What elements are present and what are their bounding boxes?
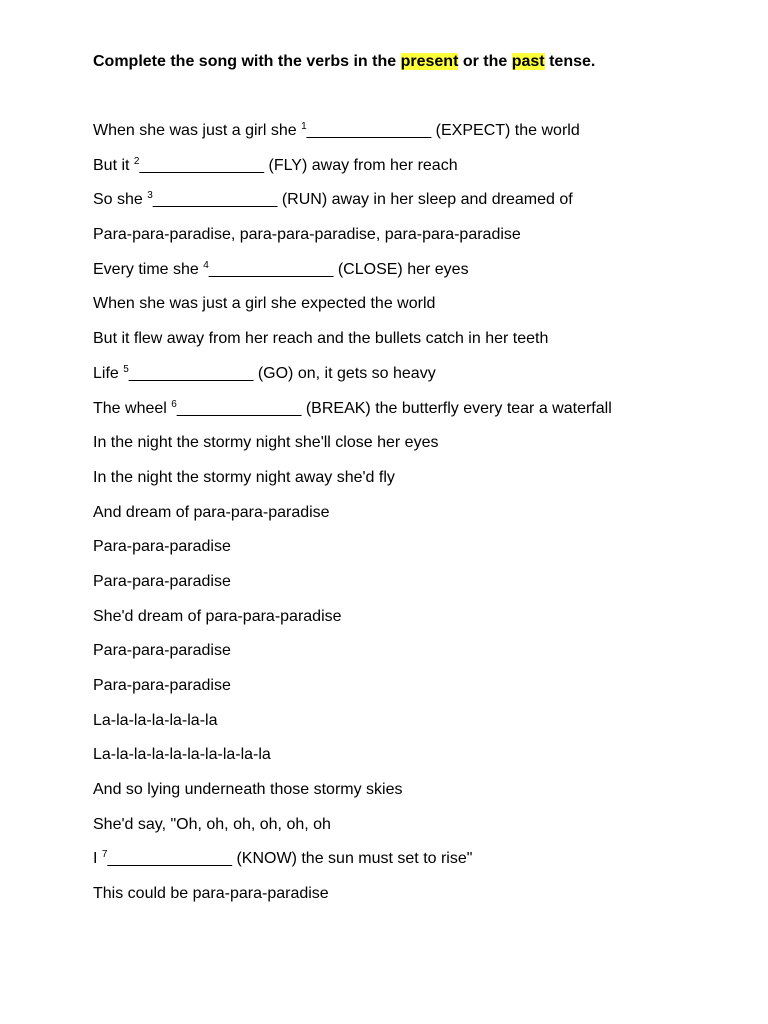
lyric-text-after: (KNOW) the sun must set to rise" (232, 850, 473, 868)
lyric-line (93, 503, 612, 538)
lyric-line (93, 329, 612, 364)
lyric-line (93, 641, 612, 676)
gap-number: 3 (147, 190, 153, 202)
lyric-text: She'd say, "Oh, oh, oh, oh, oh, oh (93, 815, 331, 833)
lyric-text-after: (FLY) away from her reach (264, 156, 458, 174)
gap-number: 5 (123, 363, 129, 375)
instruction-heading (93, 52, 595, 72)
lyric-text: The wheel (93, 399, 172, 417)
answer-blank[interactable]: ______________ (306, 122, 432, 139)
lyric-text: In the night the stormy night away she'd fly (93, 468, 395, 486)
lyric-text-after: (BREAK) the butterfly every tear a waterfall (301, 399, 612, 417)
lyric-lines (93, 121, 612, 919)
lyric-text-after: (EXPECT) the world (431, 122, 580, 139)
highlight-present: present (400, 53, 459, 70)
lyric-line (93, 156, 612, 191)
instruction-text-3: tense. (544, 53, 596, 70)
gap-number: 6 (171, 398, 177, 410)
lyric-line (93, 815, 612, 850)
lyric-text: In the night the stormy night she'll close her eyes (93, 434, 439, 452)
lyric-text: This could be para-para-paradise (93, 885, 329, 903)
lyric-text: Para-para-paradise (93, 677, 231, 694)
lyric-line (93, 537, 612, 572)
gap-number: 1 (301, 121, 307, 132)
lyric-text: When she was just a girl she (93, 122, 302, 139)
lyric-line (93, 433, 612, 468)
answer-blank[interactable]: ______________ (128, 364, 254, 382)
answer-blank[interactable]: ______________ (176, 399, 302, 417)
gap-number: 7 (101, 849, 108, 861)
lyric-line (93, 780, 612, 815)
lyric-line (93, 884, 612, 919)
lyric-line (93, 607, 612, 642)
gap-number: 4 (203, 259, 209, 271)
lyric-text: But it (93, 156, 134, 174)
answer-blank[interactable]: ______________ (139, 156, 265, 174)
lyric-line (93, 190, 612, 225)
lyric-line (93, 121, 612, 156)
lyric-text: Every time she (93, 260, 204, 278)
lyric-line (93, 364, 612, 399)
lyric-line (93, 399, 612, 434)
gap-number: 2 (133, 155, 140, 167)
lyric-text: Para-para-paradise (93, 572, 231, 590)
highlight-past: past (511, 53, 545, 70)
lyric-text: I (93, 850, 102, 868)
lyric-text: She'd dream of para-para-paradise (93, 607, 342, 625)
instruction-text-1: Complete the song with the verbs in the (93, 53, 401, 70)
lyric-text: And so lying underneath those stormy skies (93, 781, 403, 799)
lyric-line (93, 745, 612, 780)
lyric-line (93, 225, 612, 260)
lyric-text: Para-para-paradise (93, 538, 231, 556)
lyric-text-after: (RUN) away in her sleep and dreamed of (277, 191, 573, 209)
lyric-text: And dream of para-para-paradise (93, 503, 330, 521)
instruction-text-2: or the (458, 53, 512, 70)
lyric-line (93, 711, 612, 746)
lyric-text-after: (CLOSE) her eyes (333, 260, 469, 278)
lyric-text: La-la-la-la-la-la-la (93, 711, 218, 729)
lyric-text: So she (93, 191, 148, 209)
answer-blank[interactable]: ______________ (152, 191, 278, 209)
lyric-line (93, 572, 612, 607)
lyric-text: La-la-la-la-la-la-la-la-la-la (93, 746, 271, 764)
answer-blank[interactable]: ______________ (107, 850, 233, 868)
lyric-text: Para-para-paradise, para-para-paradise, para-para-paradise (93, 226, 521, 244)
lyric-text-after: (GO) on, it gets so heavy (253, 364, 436, 382)
lyric-text: But it flew away from her reach and the bullets catch in her teeth (93, 330, 549, 348)
lyric-text: Para-para-paradise (93, 642, 231, 660)
lyric-line (93, 468, 612, 503)
lyric-line (93, 676, 612, 711)
lyric-text: When she was just a girl she expected the world (93, 295, 436, 313)
lyric-line (93, 260, 612, 295)
answer-blank[interactable]: ______________ (208, 260, 334, 278)
lyric-text: Life (93, 364, 124, 382)
lyric-line (93, 849, 612, 884)
lyric-line (93, 294, 612, 329)
